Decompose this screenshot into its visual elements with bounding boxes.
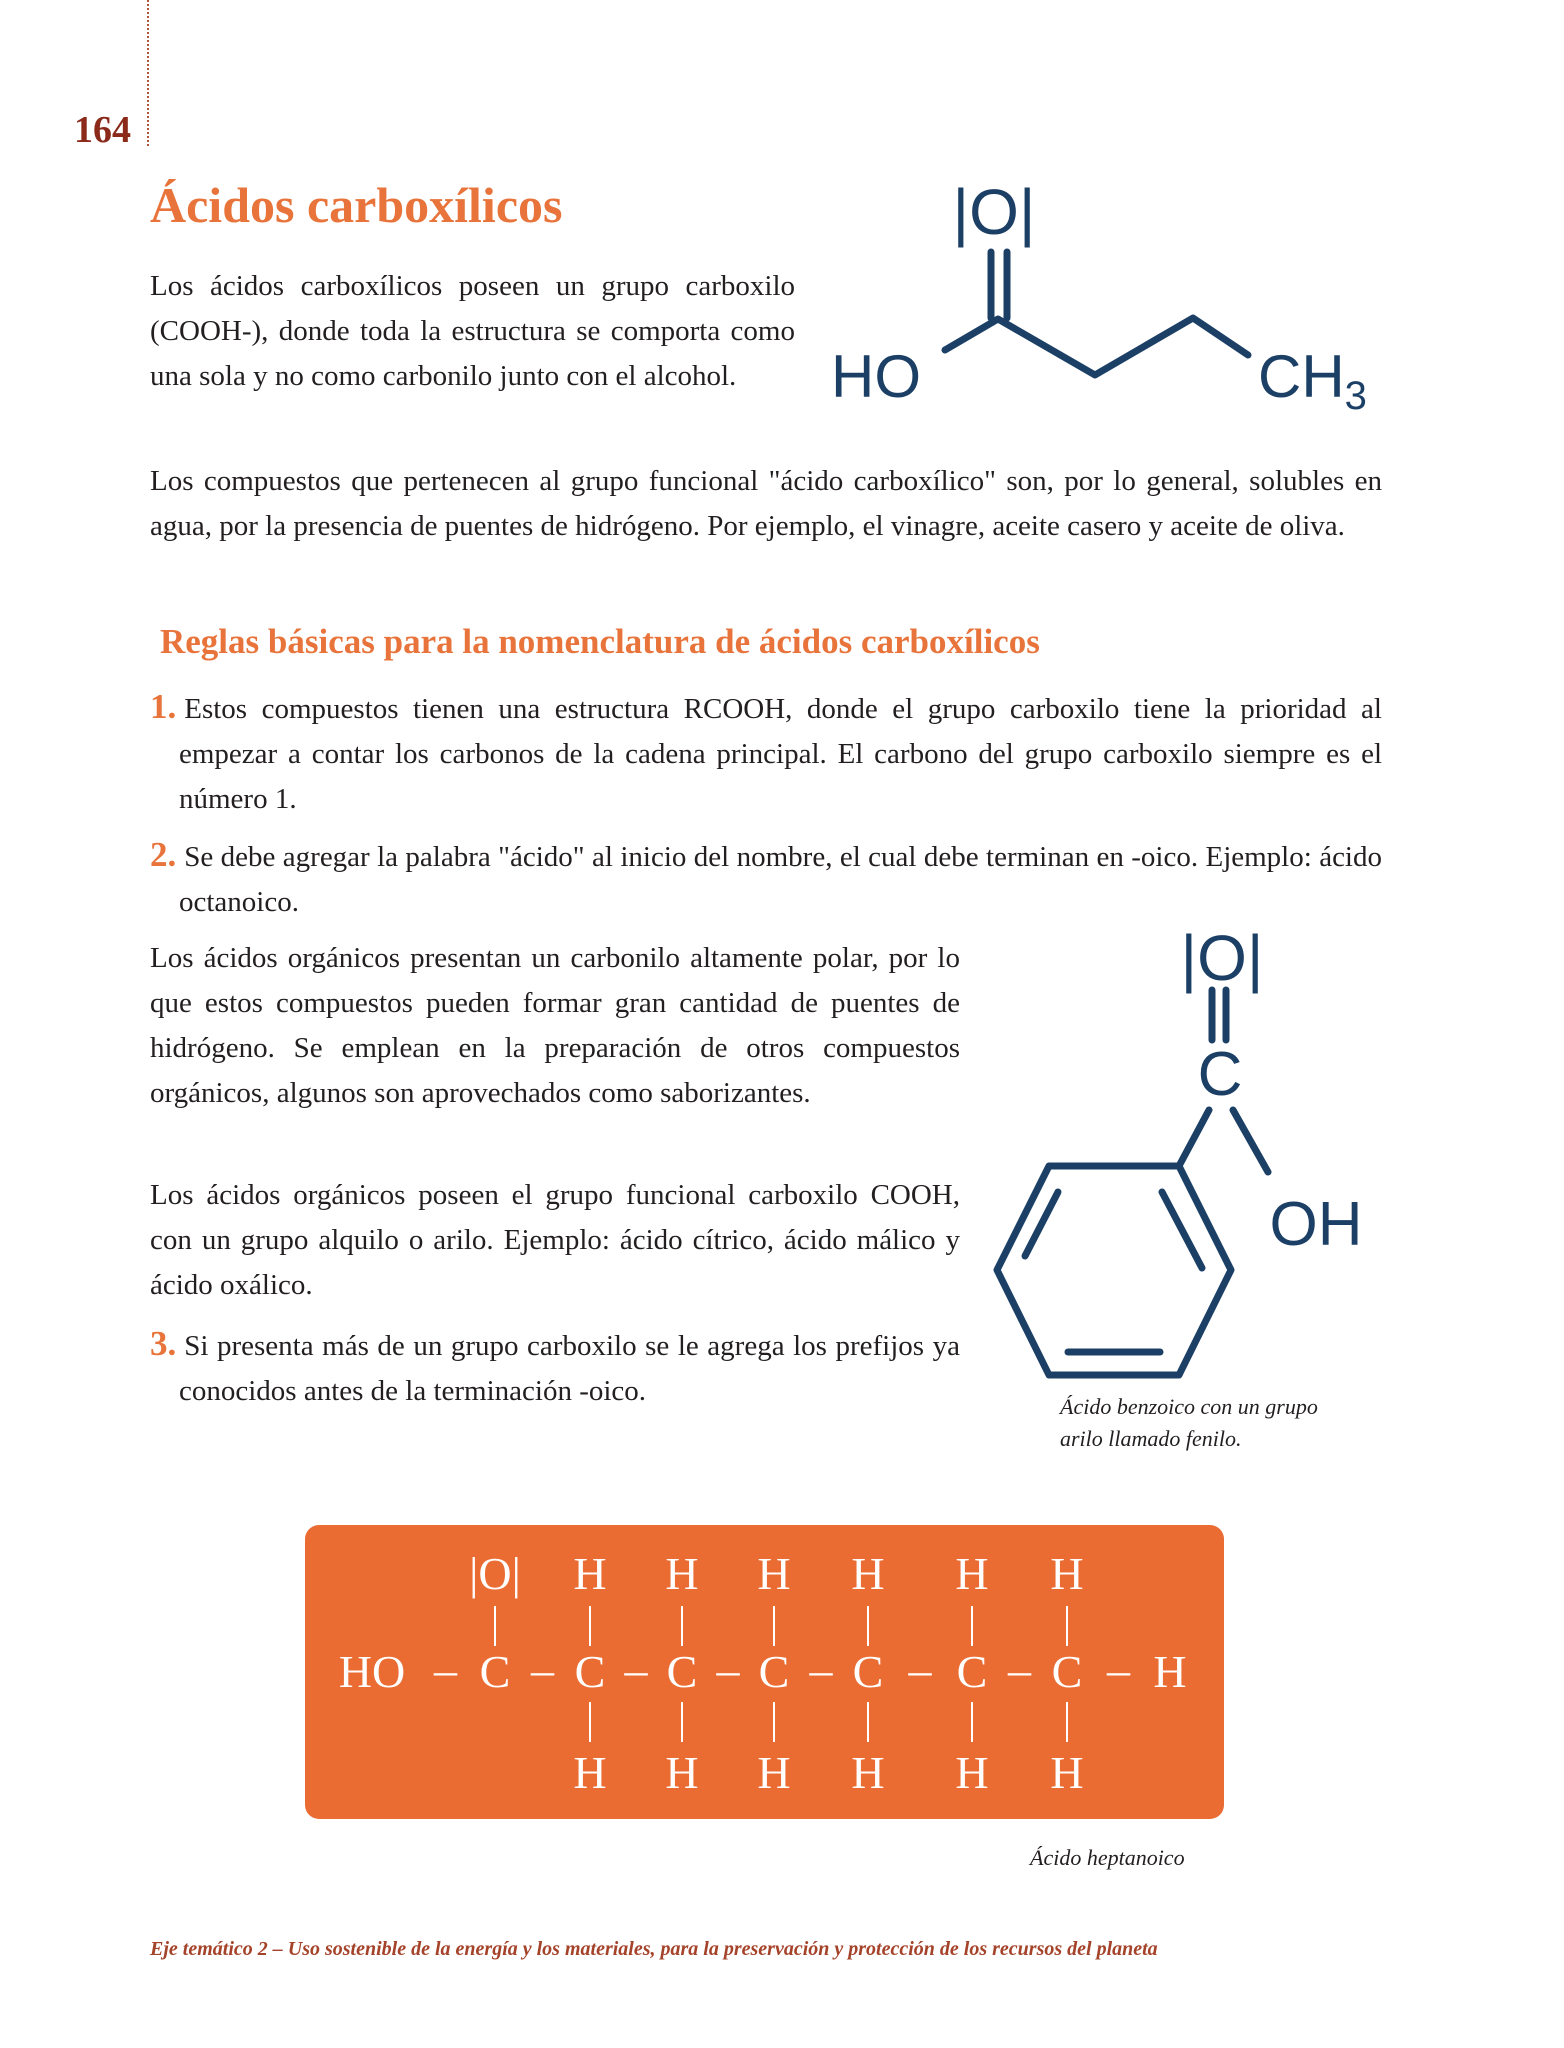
single-bond [971,1606,973,1646]
bond-dash: – [1107,1644,1130,1695]
intro-paragraph: Los ácidos carboxílicos poseen un grupo carboxilo (COOH-), donde toda la estructura se comporta como una sola y no como carbonilo junto con el alcohol. [150,270,795,392]
bond-dash: – [809,1644,833,1695]
single-bond [1066,1606,1068,1646]
benzene-ring [997,1166,1231,1375]
single-bond [589,1702,591,1742]
hydroxyl-label: HO [831,343,921,410]
hydrogen-atom: H [757,1747,791,1798]
ring-carbon-bond [1179,1110,1209,1166]
bond-dash: – [624,1644,648,1695]
oxygen-label: |O| [952,176,1036,248]
caption-line: Ácido benzoico con un grupo [1060,1394,1318,1419]
carbon-atom: C [479,1646,511,1697]
rule-text: Si presenta más de un grupo carboxilo se le agrega los prefijos ya conocidos antes de la terminación -oico. [179,1330,960,1407]
single-bond [773,1606,775,1646]
single-bond [867,1702,869,1742]
heptanoic-caption: Ácido heptanoico [1030,1845,1185,1870]
hydrogen-atom: H [851,1548,885,1599]
hydrogen-atom: H [665,1747,699,1798]
hydroxyl-label: OH [1269,1190,1363,1259]
solubility-paragraph: Los compuestos que pertenecen al grupo funcional "ácido carboxílico" son, por lo general, solubles en agua, por la presencia de puentes de hidrógeno. Por ejemplo, el vinagre, aceite casero y aceite de oliva. [150,465,1382,542]
carbon-atom: C [852,1646,884,1697]
hydrogen-atom: H [1153,1646,1187,1697]
footer-text: Eje temático 2 – Uso sostenible de la energía y los materiales, para la preservación y protección de los recursos del planeta [150,1938,1158,1960]
page-title: Ácidos carboxílicos [150,177,563,233]
single-bond [1066,1702,1068,1742]
single-bond [681,1702,683,1742]
hydrogen-atom: H [955,1747,989,1798]
hydroxyl-atom: HO [338,1646,406,1697]
hydrogen-atom: H [573,1548,607,1599]
hydrogen-atom: H [1050,1548,1084,1599]
carbon-atom: C [666,1646,698,1697]
carbon-atom: C [956,1646,988,1697]
bond-dash: – [434,1644,457,1695]
carbon-hydroxyl-bond [1233,1110,1268,1172]
single-bond [773,1702,775,1742]
page-number: 164 [74,109,131,151]
rule-text: Se debe agregar la palabra "ácido" al inicio del nombre, el cual debe terminan en -oico. Ejemplo: ácido octanoico. [179,841,1382,918]
polarity-paragraph: Los ácidos orgánicos presentan un carbonilo altamente polar, por lo que estos compuestos pueden formar gran cantidad de puentes de hidrógeno. Se emplean en la preparación de otros compuestos orgánicos, algunos son aprovechados como saborizantes. [150,942,960,1109]
bond-dash: – [1008,1644,1031,1695]
carbonyl-oxygen-atom: |O| [469,1548,521,1599]
caption-line: arilo llamado fenilo. [1060,1426,1242,1451]
single-bond [589,1606,591,1646]
methyl-label: $CH_3$ [1258,343,1367,418]
carbon-label: C [1197,1040,1243,1109]
rule-number: 1. [150,687,177,726]
hydrogen-atom: H [1050,1747,1084,1798]
hydrogen-atom: H [573,1747,607,1798]
bond-dash: – [908,1644,932,1695]
single-bond [681,1606,683,1646]
heptanoic-acid-formula-box [305,1525,1224,1819]
hydrogen-atom: H [851,1747,885,1798]
single-bond [971,1702,973,1742]
rule-number: 3. [150,1324,177,1363]
single-bond [867,1606,869,1646]
carbon-atom: C [1051,1646,1083,1697]
hydrogen-atom: H [955,1548,989,1599]
functional-group-paragraph: Los ácidos orgánicos poseen el grupo funcional carboxilo COOH, con un grupo alquilo o arilo. Ejemplo: ácido cítrico, ácido málico y ácido oxálico. [150,1179,960,1301]
bond-dash: – [716,1644,740,1695]
benzoic-caption [1060,1391,1318,1455]
oxygen-label: |O| [1180,922,1264,994]
single-bond [494,1606,496,1646]
carbon-atom: C [758,1646,790,1697]
hydrogen-atom: H [757,1548,791,1599]
hydrogen-atom: H [665,1548,699,1599]
section-heading: Reglas básicas para la nomenclatura de ácidos carboxílicos [160,622,1040,661]
rule-number: 2. [150,835,177,874]
bond-dash: – [531,1644,554,1695]
rule-text: Estos compuestos tienen una estructura RCOOH, donde el grupo carboxilo tiene la prioridad al empezar a contar los carbonos de la cadena principal. El carbono del grupo carboxilo siempre es el número 1. [179,693,1382,815]
carbon-atom: C [574,1646,606,1697]
